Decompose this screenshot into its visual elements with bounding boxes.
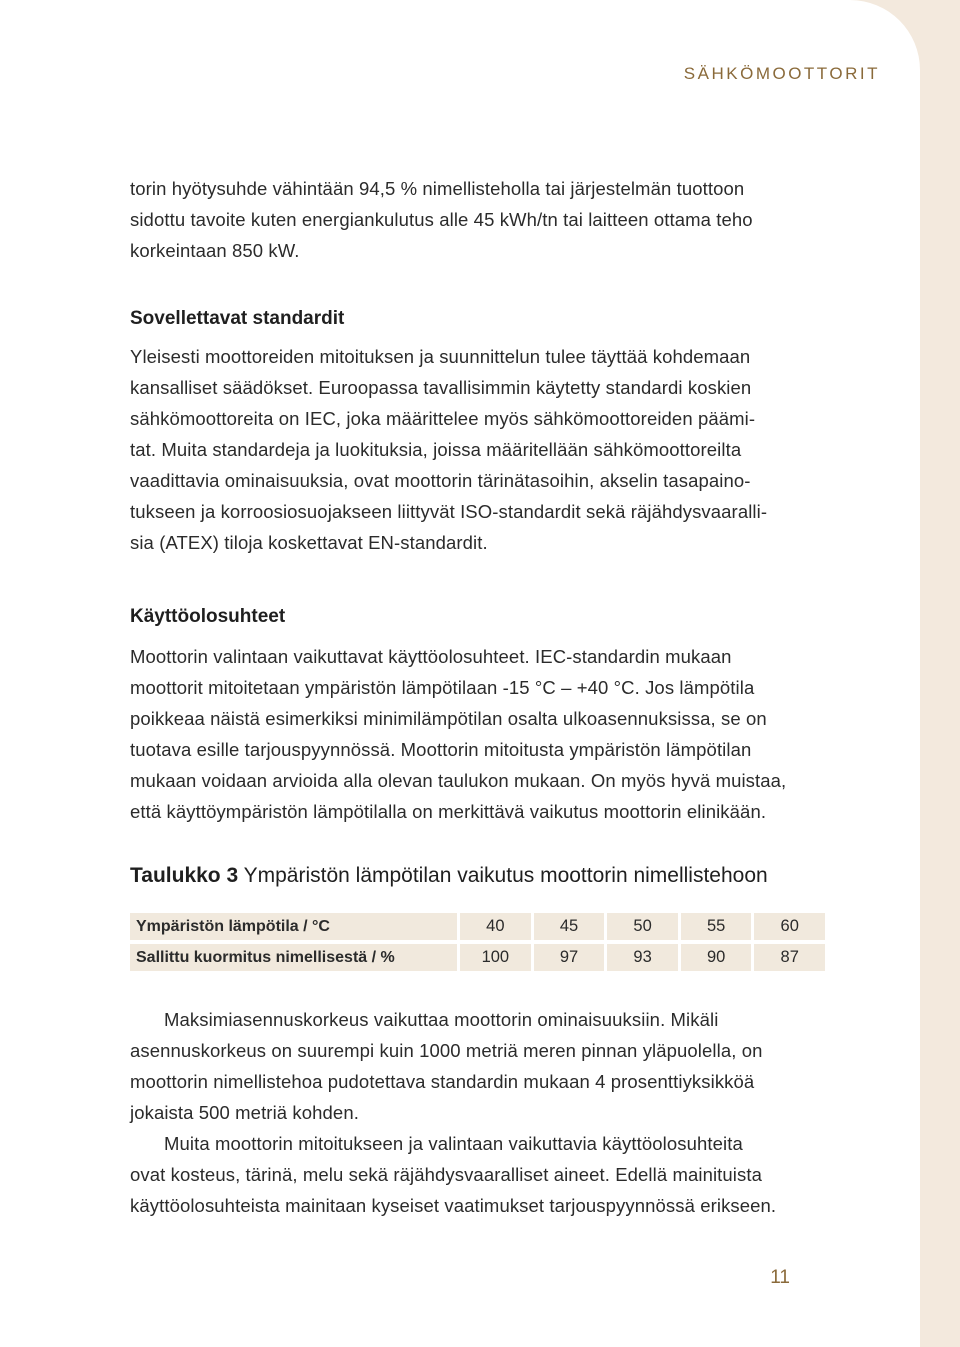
row-label: Ympäristön lämpötila / °C [130,913,457,940]
table-cell: 87 [754,944,825,971]
row-label: Sallittu kuormitus nimellisestä / % [130,944,457,971]
text-line: käyttöolosuhteista mainitaan kyseiset vaatimukset tarjouspyynnössä erikseen. [130,1195,777,1216]
table-cell: 50 [607,913,678,940]
text-line: tukseen ja korroosiosuojakseen liittyvät ISO-standardit sekä räjähdysvaaralli- [130,501,768,522]
standards-paragraph [130,341,830,558]
table-cell: 93 [607,944,678,971]
text-line: jokaista 500 metriä kohden. [130,1102,359,1123]
text-line: Yleisesti moottoreiden mitoituksen ja suunnittelun tulee täyttää kohdemaan [130,346,751,367]
text-line: moottorin nimellistehoa pudotettava standardin mukaan 4 prosenttiyksikköä [130,1071,755,1092]
other-conditions-paragraph [130,1128,830,1221]
text-line: ovat kosteus, tärinä, melu sekä räjähdysvaaralliset aineet. Edellä mainituista [130,1164,762,1185]
text-line: torin hyötysuhde vähintään 94,5 % nimellisteholla tai järjestelmän tuottoon [130,178,745,199]
text-line: poikkeaa näistä esimerkiksi minimilämpötilan osalta ulkoasennuksissa, se on [130,708,767,729]
text-line: tat. Muita standardeja ja luokituksia, joissa määritellään sähkömoottoreilta [130,439,742,460]
altitude-paragraph-block [130,1004,830,1221]
text-line: moottorit mitoitetaan ympäristön lämpötilaan -15 °C – +40 °C. Jos lämpötila [130,677,755,698]
table-cell: 45 [534,913,605,940]
table-row [130,944,825,971]
text-line: asennuskorkeus on suurempi kuin 1000 metriä meren pinnan yläpuolella, on [130,1040,763,1061]
page-number: 11 [770,1267,790,1288]
intro-paragraph-block [130,173,830,266]
standards-heading: Sovellettavat standardit [130,308,345,329]
table-cell: 55 [681,913,752,940]
table-number: Taulukko 3 [130,864,239,887]
conditions-section [130,606,830,827]
conditions-paragraph [130,641,830,827]
altitude-paragraph [130,1004,830,1128]
text-line: sia (ATEX) tiloja koskettavat EN-standardit. [130,532,488,553]
table-cell: 40 [460,913,531,940]
text-line: korkeintaan 850 kW. [130,240,300,261]
table-caption [130,864,830,888]
table-row [130,913,825,940]
text-line: Moottorin valintaan vaikuttavat käyttöolosuhteet. IEC-standardin mukaan [130,646,732,667]
table-cell: 100 [460,944,531,971]
table-cell: 97 [534,944,605,971]
table-title: Ympäristön lämpötilan vaikutus moottorin nimellistehoon [243,864,768,887]
text-line: sähkömoottoreita on IEC, joka määrittelee myös sähkömoottoreiden päämi- [130,408,756,429]
text-line: vaadittavia ominaisuuksia, ovat moottorin tärinätasoihin, akselin tasapaino- [130,470,751,491]
table-cell: 60 [754,913,825,940]
section-title: SÄHKÖMOOTTORIT [683,64,880,83]
standards-section [130,308,830,558]
temperature-table [127,909,828,975]
text-line: kansalliset säädökset. Euroopassa tavallisimmin käytetty standardi koskien [130,377,752,398]
text-line: tuotava esille tarjouspyynnössä. Moottorin mitoitusta ympäristön lämpötilan [130,739,752,760]
intro-paragraph [130,173,830,266]
text-line: Muita moottorin mitoitukseen ja valintaan vaikuttavia käyttöolosuhteita [164,1133,743,1154]
text-line: että käyttöympäristön lämpötilalla on merkittävä vaikutus moottorin elinikään. [130,801,767,822]
text-line: Maksimiasennuskorkeus vaikuttaa moottorin ominaisuuksiin. Mikäli [164,1009,719,1030]
conditions-heading: Käyttöolosuhteet [130,606,286,627]
text-line: sidottu tavoite kuten energiankulutus alle 45 kWh/tn tai laitteen ottama teho [130,209,753,230]
text-line: mukaan voidaan arvioida alla olevan taulukon mukaan. On myös hyvä muistaa, [130,770,787,791]
table-cell: 90 [681,944,752,971]
